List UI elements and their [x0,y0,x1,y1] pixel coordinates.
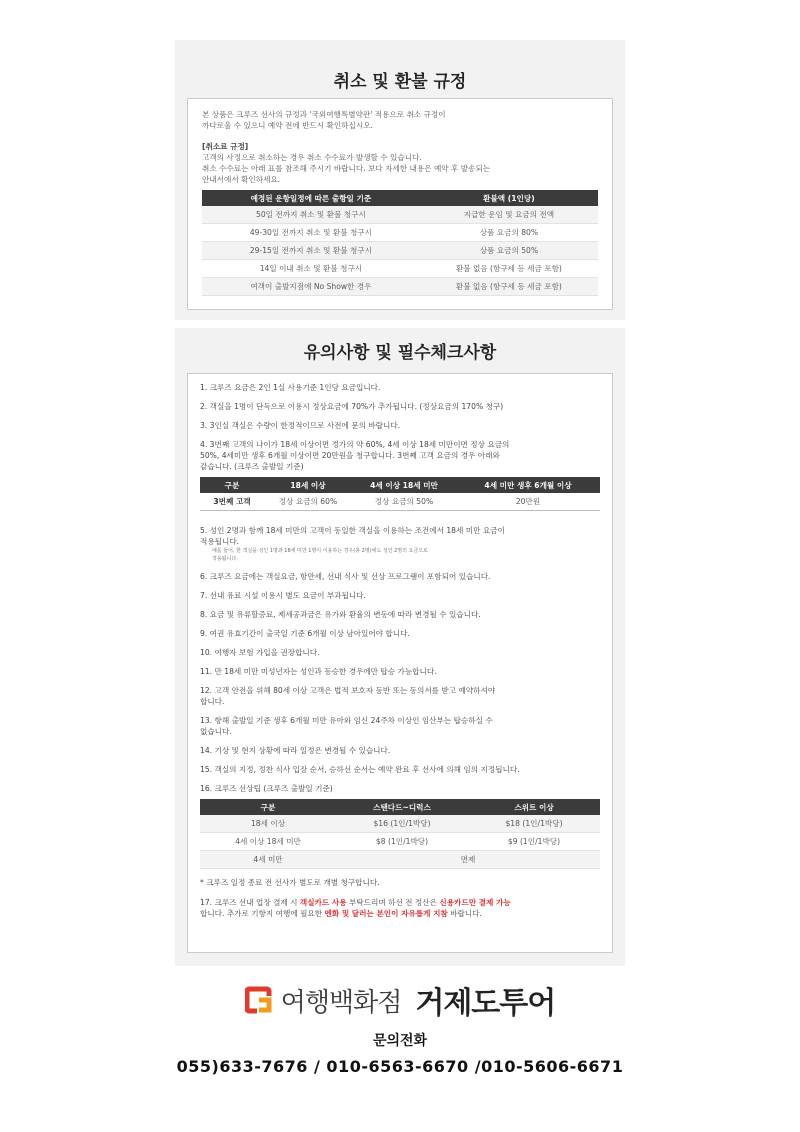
notice-item-5-example: 예를 들어, 한 객실을 성인 1명과 18세 미만 1명이 이용하는 경우(총 2명)에도 성인 2명의 요금으로 적용됩니다. [212,548,428,562]
third-table-header: 4세 이상 18세 미만 [352,477,456,493]
cancel-policy-panel [175,40,625,320]
table-row [200,493,600,511]
item17-highlight: 엔화 및 달러는 본인이 자유롭게 지참 [324,909,448,918]
notice-item-1: 1. 크루즈 요금은 2인 1실 사용기준 1인당 요금입니다. [200,383,381,392]
tip-table [200,799,600,869]
table-cell: 면제 [336,851,600,869]
table-row [202,242,598,260]
notice-item-8: 8. 요금 및 유류할증료, 제세공과금은 유가와 환율의 변동에 따라 변경될 수 있습니다. [200,610,481,619]
tip-note: * 크루즈 일정 종료 전 선사가 별도로 개별 청구합니다. [200,878,380,887]
cancel-fee-subtitle: [취소료 규정] [202,142,249,151]
footer-logo [0,980,800,1020]
table-cell: 지급한 운임 및 요금의 전액 [420,206,598,224]
notice-item-6: 6. 크루즈 요금에는 객실요금, 항만세, 선내 식사 및 선상 프로그램이 포함되어 있습니다. [200,572,491,581]
table-cell: 49-30일 전까지 취소 및 환불 청구시 [202,224,420,242]
cancel-fee-desc: 고객의 사정으로 취소하는 경우 취소 수수료가 발생할 수 있습니다. 취소 수수료는 아래 표를 참조해 주시기 바랍니다. 보다 자세한 내용은 예약 후 발송되는 안내서에서 확인하세요. [202,153,491,184]
refund-table [202,190,598,296]
notice-item-15: 15. 객실의 지정, 정찬 식사 입장 순서, 승하선 순서는 예약 완료 후 선사에 의해 임의 지정됩니다. [200,765,520,774]
notice-item-9: 9. 여권 유효기간이 출국일 기준 6개월 이상 남아있어야 합니다. [200,629,410,638]
notice-item-13: 13. 항해 출발일 기준 생후 6개월 미만 유아와 임신 24주차 이상인 임산부는 탑승하실 수 없습니다. [200,716,493,736]
notice-item-12: 12. 고객 안전을 위해 80세 이상 고객은 법적 보호자 동반 또는 동의서를 받고 예약하셔야 합니다. [200,686,496,706]
table-cell: 29-15일 전까지 취소 및 환불 청구시 [202,242,420,260]
table-cell: 환불 없음 (항구세 등 세금 포함) [420,278,598,296]
table-cell: 18세 이상 [200,815,336,833]
notice-item-14: 14. 기상 및 현지 상황에 따라 일정은 변경될 수 있습니다. [200,746,391,755]
notice-item-4: 4. 3번째 고객의 나이가 18세 이상이면 정가의 약 60%, 4세 이상 18세 미만이면 정상 요금의 50%, 4세미만 생후 6개월 이상이면 20만원을 청구합니다. 3번째 고객 요금의 경우 아래와 같습니다. (크루즈 출발일 기준) [200,440,510,471]
table-cell: 14일 이내 취소 및 환불 청구시 [202,260,420,278]
cancel-policy-card [187,98,613,310]
table-cell: 3번째 고객 [200,493,264,511]
table-cell: 상품 요금의 50% [420,242,598,260]
third-table-header: 18세 이상 [264,477,352,493]
tip-table-header: 스탠다드~디럭스 [336,799,468,815]
tip-table-header: 스위트 이상 [468,799,600,815]
notice-title: 유의사항 및 필수체크사항 [303,343,497,363]
table-cell: $8 (1인/1박당) [336,833,468,851]
table-cell: 4세 미만 [200,851,336,869]
item17-text: 17. 크루즈 선내 업장 결제 시 [200,898,300,907]
table-cell: 50일 전까지 취소 및 환불 청구시 [202,206,420,224]
table-cell: 정상 요금의 60% [264,493,352,511]
cancel-policy-title: 취소 및 환불 규정 [333,72,467,92]
table-cell: 20만원 [456,493,600,511]
tip-table-header: 구분 [200,799,336,815]
notice-item-16: 16. 크루즈 선상팁 (크루즈 출발일 기준) [200,784,333,793]
cancel-intro: 본 상품은 크루즈 선사의 규정과 '국외여행특별약관' 적용으로 취소 규정이 까다로울 수 있으니 예약 전에 반드시 확인하십시오. [202,110,446,130]
table-row [200,833,600,851]
notice-item-3: 3. 3인실 객실은 수량이 한정적이므로 사전에 문의 바랍니다. [200,421,401,430]
third-guest-table [200,477,600,511]
table-cell: 정상 요금의 50% [352,493,456,511]
table-cell: $18 (1인/1박당) [468,815,600,833]
table-cell: $16 (1인/1박당) [336,815,468,833]
table-cell: $9 (1인/1박당) [468,833,600,851]
notice-card [187,373,613,953]
table-cell: 상품 요금의 80% [420,224,598,242]
table-cell: 환불 없음 (항구세 등 세금 포함) [420,260,598,278]
refund-table-header: 예정된 운항일정에 따른 출항일 기준 [202,190,420,206]
third-table-header: 구분 [200,477,264,493]
table-row [202,278,598,296]
item17-highlight: 객실카드 사용 [299,898,347,907]
table-row [202,224,598,242]
notice-item-10: 10. 여행자 보험 가입을 권장합니다. [200,648,320,657]
table-row [200,815,600,833]
third-table-header: 4세 미만 생후 6개월 이상 [456,477,600,493]
table-cell: 4세 이상 18세 미만 [200,833,336,851]
table-row [202,260,598,278]
company-name: 여행백화점 [280,987,402,1018]
notice-item-2: 2. 객실을 1명이 단독으로 이용시 정상요금에 70%가 추가됩니다. (정상요금의 170% 청구) [200,402,504,411]
notice-item-17 [200,897,600,919]
contact-phones: 055)633-7676 / 010-6563-6670 /010-5606-6671 [176,1057,624,1076]
notice-item-7: 7. 선내 유료 시설 이용시 별도 요금이 부과됩니다. [200,591,366,600]
table-row [202,206,598,224]
notice-item-11: 11. 만 18세 미만 미성년자는 성인과 동승한 경우에만 탑승 가능합니다. [200,667,437,676]
refund-table-header: 환불액 (1인당) [420,190,598,206]
item17-highlight: 신용카드만 결제 가능 [439,898,511,907]
notice-item-5: 5. 성인 2명과 함께 18세 미만의 고객이 동일한 객실을 이용하는 조건에서 18세 미만 요금이 적용됩니다. [200,526,505,546]
brand-name: 거제도투어 [415,986,556,1021]
table-row [200,851,600,869]
table-cell: 여객이 출발지점에 No Show한 경우 [202,278,420,296]
item17-text: 바랍니다. [447,909,482,918]
company-logo-icon [245,986,273,1014]
notice-panel [175,328,625,966]
item17-text: 부탁드리며 하선 전 정산은 [346,898,440,907]
item17-text: 합니다. 추가로 기항지 여행에 필요한 [200,909,323,918]
contact-label: 문의전화 [372,1033,428,1049]
